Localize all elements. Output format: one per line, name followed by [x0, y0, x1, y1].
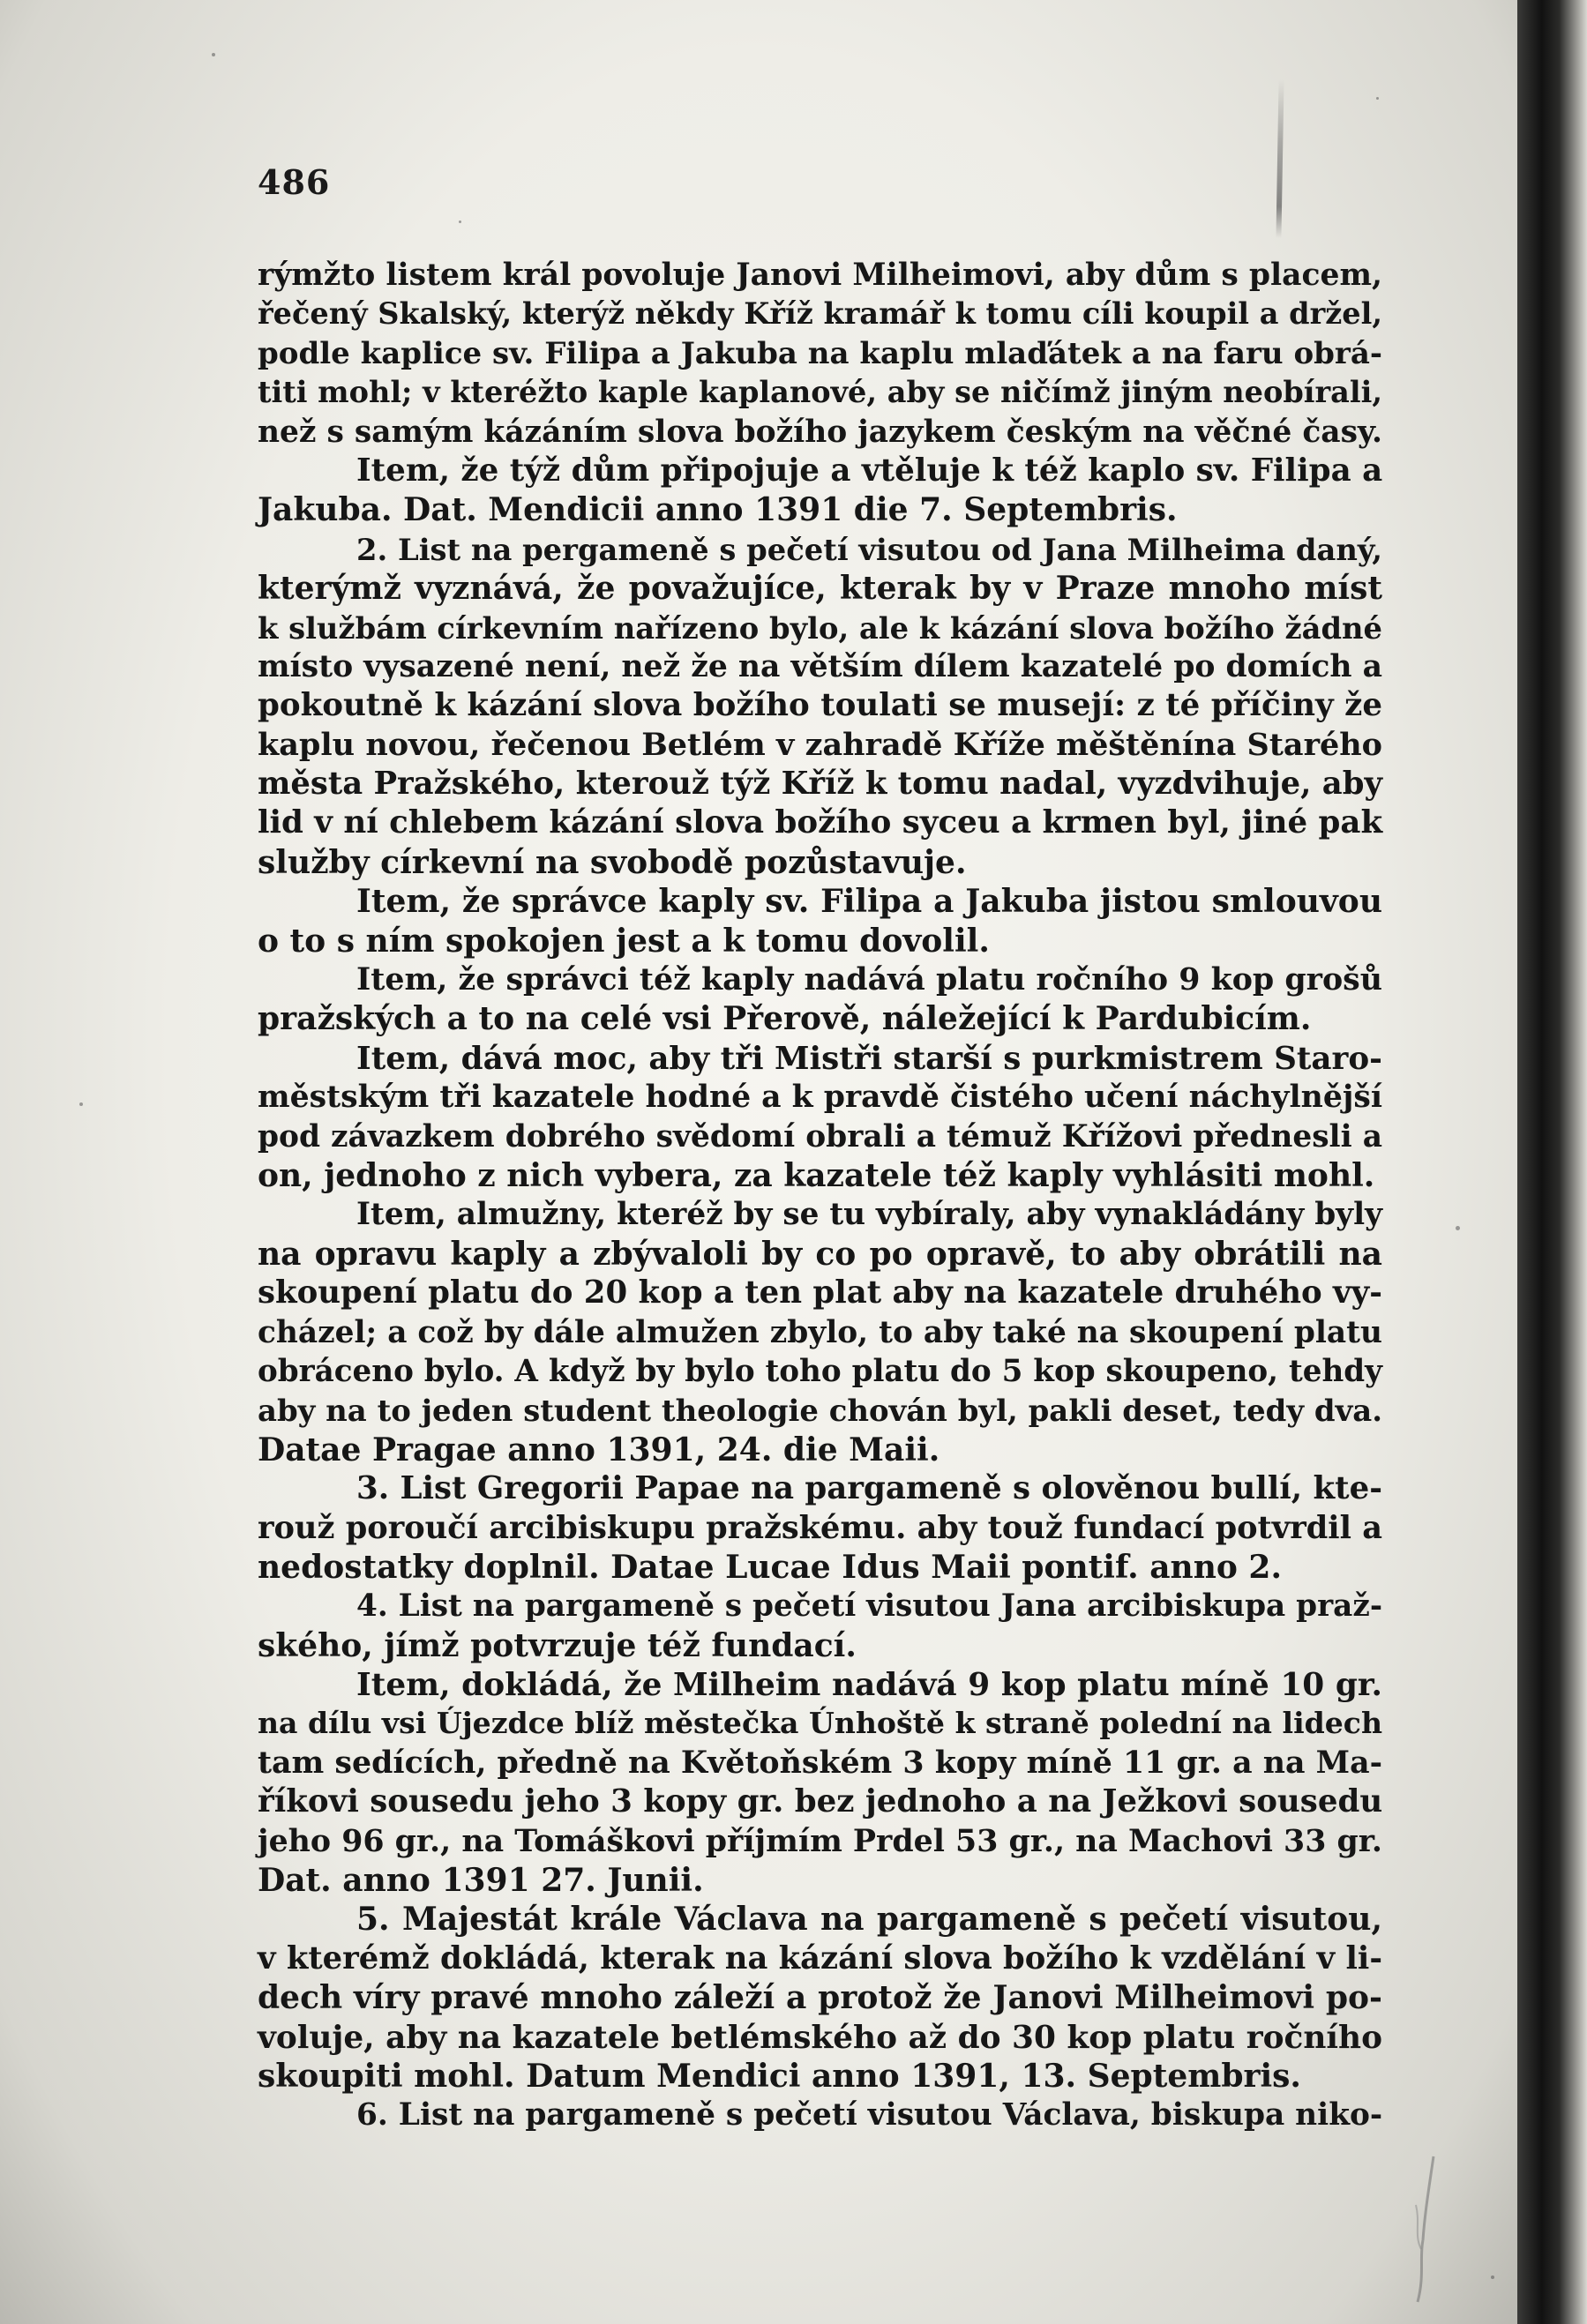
paper-speck [212, 53, 215, 56]
text-line: rýmžto listem král povoluje Janovi Milheimovi, aby dům s placem, [258, 258, 1382, 293]
paper-speck [1456, 1226, 1460, 1230]
margin-scribble [1398, 2152, 1451, 2311]
body-text [258, 256, 1382, 2135]
text-line: 3. List Gregorii Papae na pargameně s olověnou bullí, kte- [356, 1470, 1382, 1507]
text-line: lid v ní chlebem kázání slova božího syceu a krmen byl, jiné pak [258, 804, 1383, 841]
text-line: Dat. anno 1391 27. Junii. [258, 1862, 704, 1900]
text-line: 5. Majestát krále Václava na pargameně s pečetí visutou, [356, 1901, 1382, 1939]
paper-speck [1376, 97, 1379, 100]
text-line: voluje, aby na kazatele betlémského až do 30 kop platu ročního [258, 2018, 1382, 2056]
text-line: 2. List na pergameně s pečetí visutou od Jana Milheima daný, [356, 531, 1382, 567]
text-line: aby na to jeden student theologie chován byl, pakli deset, tedy dva. [258, 1393, 1382, 1429]
text-line: skoupení platu do 20 kop a ten plat aby na kazatele druhého vy- [258, 1274, 1382, 1311]
text-line: podle kaplice sv. Filipa a Jakuba na kaplu mlaďátek a na faru obrá- [258, 335, 1382, 371]
text-line: Item, že správci též kaply nadává platu ročního 9 kop grošů [356, 961, 1382, 998]
text-line: pod závazkem dobrého svědomí obrali a témuž Křížovi přednesli a [258, 1118, 1382, 1155]
text-line: 4. List na pargameně s pečetí visutou Jana arcibiskupa praž- [356, 1588, 1383, 1625]
text-line: tam sedících, předně na Květoňském 3 kopy míně 11 gr. a na Ma- [258, 1744, 1382, 1781]
text-line: Item, že správce kaply sv. Filipa a Jakuba jistou smlouvou [356, 883, 1382, 921]
text-line: skoupiti mohl. Datum Mendici anno 1391, 13. Septembris. [258, 2057, 1301, 2095]
text-line: na dílu vsi Újezdce blíž městečka Únhoště k straně polední na lidech [258, 1706, 1382, 1741]
text-line: ského, jímž potvrzuje též fundací. [258, 1626, 857, 1664]
paper-speck [1491, 2275, 1494, 2279]
page-binding-edge [1517, 0, 1587, 2324]
text-line: řečený Skalský, kterýž někdy Kříž kramář k tomu cíli koupil a držel, [258, 296, 1382, 332]
text-line: na opravu kaply a zbývaloli by co po opravě, to aby obrátili na [258, 1235, 1382, 1273]
text-line: než s samým kázáním slova božího jazykem českým na věčné časy. [258, 414, 1382, 450]
paper-speck [459, 220, 461, 223]
pencil-mark [1276, 79, 1284, 238]
text-line: Item, dává moc, aby tři Mistři starší s purkmistrem Staro- [356, 1039, 1382, 1077]
text-line: nedostatky doplnil. Datae Lucae Idus Maii pontif. anno 2. [258, 1548, 1283, 1586]
text-line: cházel; a což by dále almužen zbylo, to aby také na skoupení platu [258, 1314, 1382, 1350]
text-line: kaplu novou, řečenou Betlém v zahradě Kříže měštěnína Starého [258, 726, 1382, 763]
text-line: on, jednoho z nich vybera, za kazatele též kaply vyhlásiti mohl. [258, 1156, 1375, 1194]
text-line: služby církevní na svobodě pozůstavuje. [258, 843, 967, 881]
text-line: dech víry pravé mnoho záleží a protož že Janovi Milheimovi po- [258, 1979, 1382, 2017]
paper-speck [79, 1102, 83, 1106]
text-line: rouž poroučí arcibiskupu pražskému. aby touž fundací potvrdil a [258, 1509, 1382, 1546]
text-line: Jakuba. Dat. Mendicii anno 1391 die 7. Septembris. [258, 491, 1178, 529]
text-line: Datae Pragae anno 1391, 24. die Maii. [258, 1431, 940, 1468]
text-line: Item, almužny, kteréž by se tu vybíraly, aby vynakládány byly [356, 1197, 1382, 1233]
text-line: pražských a to na celé vsi Přerově, náležející k Pardubicím. [258, 1000, 1312, 1038]
text-line: říkovi sousedu jeho 3 kopy gr. bez jednoho a na Ježkovi sousedu [258, 1783, 1383, 1820]
text-line: obráceno bylo. A když by bylo toho platu do 5 kop skoupeno, tehdy [258, 1353, 1382, 1389]
text-line: 6. List na pargameně s pečetí visutou Václava, biskupa niko- [356, 2097, 1383, 2133]
text-line: v kterémž dokládá, kterak na kázání slova božího k vzdělání v li- [258, 1939, 1382, 1977]
text-line: o to s ním spokojen jest a k tomu dovolil. [258, 922, 990, 960]
text-line: pokoutně k kázání slova božího toulati se musejí: z té příčiny že [258, 687, 1382, 724]
text-line: městským tři kazatele hodné a k pravdě čistého učení náchylnější [258, 1080, 1382, 1116]
page-number: 486 [258, 162, 331, 202]
text-line: kterýmž vyznává, že považujíce, kterak by v Praze mnoho míst [258, 570, 1382, 608]
text-line: Item, že týž dům připojuje a vtěluje k též kaplo sv. Filipa a [356, 452, 1383, 489]
text-line: k službám církevním nařízeno bylo, ale k kázání slova božího žádné [258, 609, 1382, 646]
text-line: jeho 96 gr., na Tomáškovi příjmím Prdel 53 gr., na Machovi 33 gr. [258, 1822, 1382, 1859]
text-line: titi mohl; v kteréžto kaple kaplanové, aby se ničímž jiným neobírali, [258, 375, 1382, 410]
text-line: Item, dokládá, že Milheim nadává 9 kop platu míně 10 gr. [356, 1666, 1382, 1704]
text-line: města Pražského, kterouž týž Kříž k tomu nadal, vyzdvihuje, aby [258, 766, 1382, 803]
text-line: místo vysazené není, než že na větším dílem kazatelé po domích a [258, 648, 1382, 684]
